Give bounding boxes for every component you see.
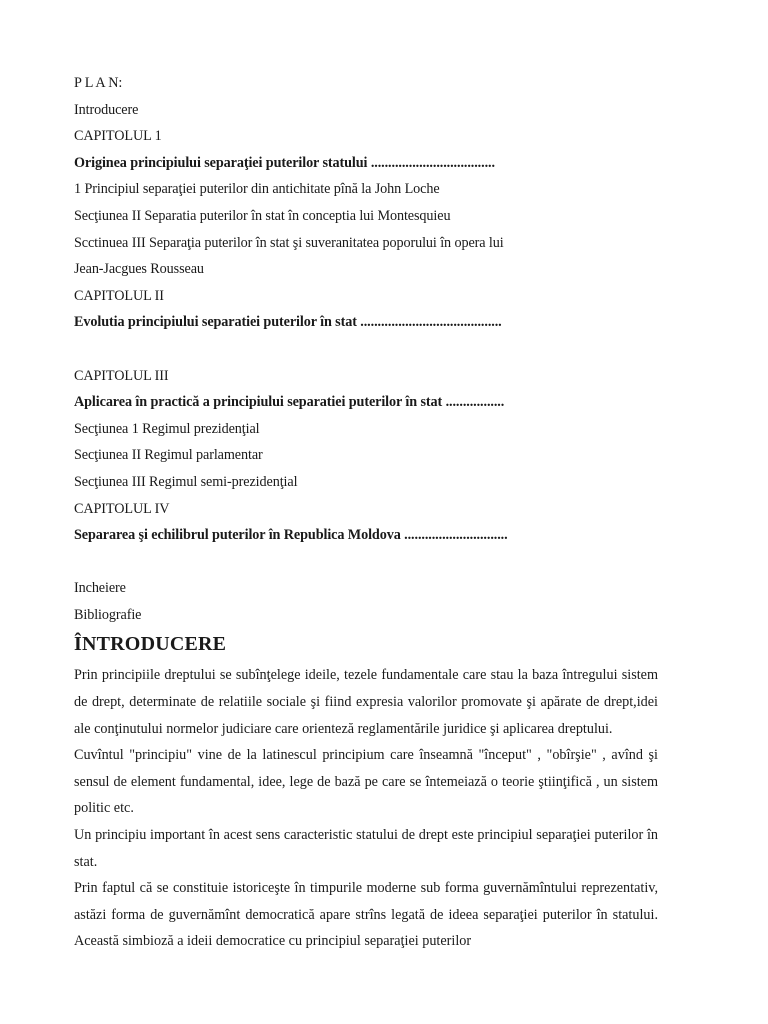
plan-item: Secţiunea II Regimul parlamentar xyxy=(74,447,263,464)
plan-item: Secţiunea II Separatia puterilor în stat în conceptia lui Montesquieu xyxy=(74,207,451,224)
plan-item: Scctinuea III Separaţia puterilor în stat şi suveranitatea poporului în opera lui xyxy=(74,234,504,251)
plan-item: Secţiunea 1 Regimul prezidenţial xyxy=(74,420,260,437)
blank-line xyxy=(74,549,658,576)
plan-item: 1 Principiul separaţiei puterilor din antichitate pînă la John Loche xyxy=(74,181,440,198)
document-page xyxy=(74,70,658,955)
plan-item: Bibliografie xyxy=(74,606,142,623)
intro-paragraph: Un principiu important în acest sens caracteristic statului de drept este principiul separaţiei puterilor în stat. xyxy=(74,827,658,870)
intro-body xyxy=(74,662,658,955)
chapter-title: Evolutia principiului separatiei puterilor în stat ......................................... xyxy=(74,314,502,331)
blank-line xyxy=(74,336,658,363)
plan-item: Jean-Jacgues Rousseau xyxy=(74,261,204,278)
plan-item: Introducere xyxy=(74,101,139,118)
chapter-title: Aplicarea în practică a principiului separatiei puterilor în stat ................. xyxy=(74,394,505,411)
intro-heading: ÎNTRODUCERE xyxy=(74,633,227,656)
plan-item: Incheiere xyxy=(74,580,126,597)
plan-item: CAPITOLUL IV xyxy=(74,500,170,517)
plan-list xyxy=(74,97,658,629)
intro-paragraph: Prin principiile dreptului se subînţelege ideile, tezele fundamentale care stau la baza întregului sistem de drept, determinate de relatiile sociale şi fiind expresia valorilor promovate şi apărate de drept,idei ale conţinutului normelor judiciare care orienteză reglamentările juridice şi aplicarea dreptului. xyxy=(74,667,658,737)
plan-item: CAPITOLUL III xyxy=(74,367,169,384)
intro-paragraph: Prin faptul că se constituie istoriceşte în timpurile moderne sub forma guvernămîntului reprezentativ, astăzi forma de guvernămînt democratică apare strîns legată de ideea separaţiei puterilor în statului. Această simbioză a ideii democratice cu principiul separaţiei puterilor xyxy=(74,880,658,950)
chapter-title: Originea principiului separaţiei puterilor statului .................................... xyxy=(74,154,495,171)
intro-paragraph: Cuvîntul "principiu" vine de la latinescul principium care înseamnă "început" , "obîrşie" , avînd şi sensul de element fundamental, idee, lege de bază pe care se întemeiază o teorie ştiinţifică , un sistem politic etc. xyxy=(74,747,658,817)
plan-item: CAPITOLUL 1 xyxy=(74,128,162,145)
plan-item: CAPITOLUL II xyxy=(74,287,164,304)
plan-item: Secţiunea III Regimul semi-prezidenţial xyxy=(74,473,298,490)
chapter-title: Separarea şi echilibrul puterilor în Republica Moldova .............................. xyxy=(74,527,508,544)
plan-title: P L A N: xyxy=(74,75,123,91)
